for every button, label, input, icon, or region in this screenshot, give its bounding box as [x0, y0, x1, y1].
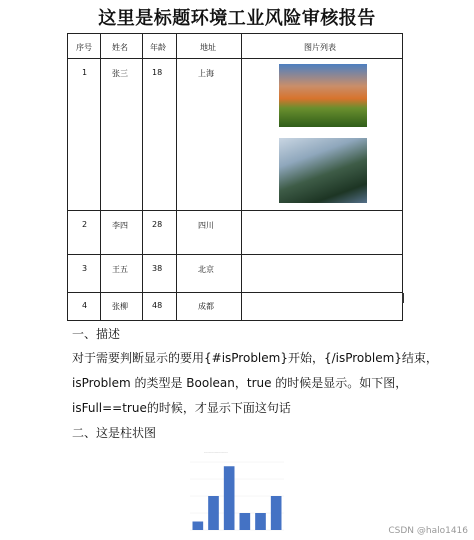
document-title: 这里是标题环境工业风险审核报告 — [98, 8, 376, 29]
table-vline — [241, 34, 242, 320]
autumn-landscape-image — [279, 64, 367, 127]
watermark: CSDN @halo1416 — [388, 526, 468, 536]
chart-bar-2 — [208, 496, 219, 530]
header-name: 姓名 — [112, 43, 128, 52]
row2-age: 28 — [152, 220, 163, 229]
table-hline — [68, 254, 402, 255]
row4-address: 成都 — [198, 302, 214, 311]
page-edge-mark — [402, 293, 404, 303]
row1-address: 上海 — [198, 69, 214, 78]
header-age: 年龄 — [150, 43, 166, 52]
chart-caption-marks: ---------------------- — [204, 450, 228, 454]
chart-bar-3 — [224, 466, 235, 530]
data-table — [67, 33, 403, 321]
description-line-3: isFull==true的时候，才显示下面这句话 — [72, 401, 291, 415]
header-images: 图片列表 — [304, 43, 336, 52]
mountain-valley-image — [279, 138, 367, 203]
chart-bar-6 — [271, 496, 282, 530]
table-hline — [68, 58, 402, 59]
bar-chart — [160, 444, 286, 540]
row2-address: 四川 — [198, 221, 214, 230]
section-heading-bar-chart: 二、这是柱状图 — [72, 426, 157, 440]
header-index: 序号 — [76, 43, 92, 52]
row4-name: 张柳 — [112, 302, 128, 311]
table-hline — [68, 210, 402, 211]
row2-index: 2 — [82, 220, 88, 229]
chart-bar-1 — [193, 522, 204, 531]
table-vline — [176, 34, 177, 320]
table-vline — [100, 34, 101, 320]
row3-name: 王五 — [112, 265, 128, 274]
row1-name: 张三 — [112, 69, 128, 78]
section-heading-description: 一、描述 — [72, 327, 121, 341]
table-vline — [142, 34, 143, 320]
row3-index: 3 — [82, 264, 88, 273]
description-line-2: isProblem 的类型是 Boolean，true 的时候是显示。如下图， — [72, 376, 408, 390]
row3-address: 北京 — [198, 265, 214, 274]
header-address: 地址 — [200, 43, 216, 52]
row1-age: 18 — [152, 68, 163, 77]
row4-age: 48 — [152, 301, 163, 310]
row1-index: 1 — [82, 68, 88, 77]
chart-bar-5 — [255, 513, 266, 530]
table-hline — [68, 292, 402, 293]
row3-age: 38 — [152, 264, 163, 273]
row2-name: 李四 — [112, 221, 128, 230]
chart-bar-4 — [240, 513, 251, 530]
row4-index: 4 — [82, 301, 88, 310]
description-line-1: 对于需要判断显示的要用{#isProblem}开始，{/isProblem}结束， — [72, 351, 438, 365]
